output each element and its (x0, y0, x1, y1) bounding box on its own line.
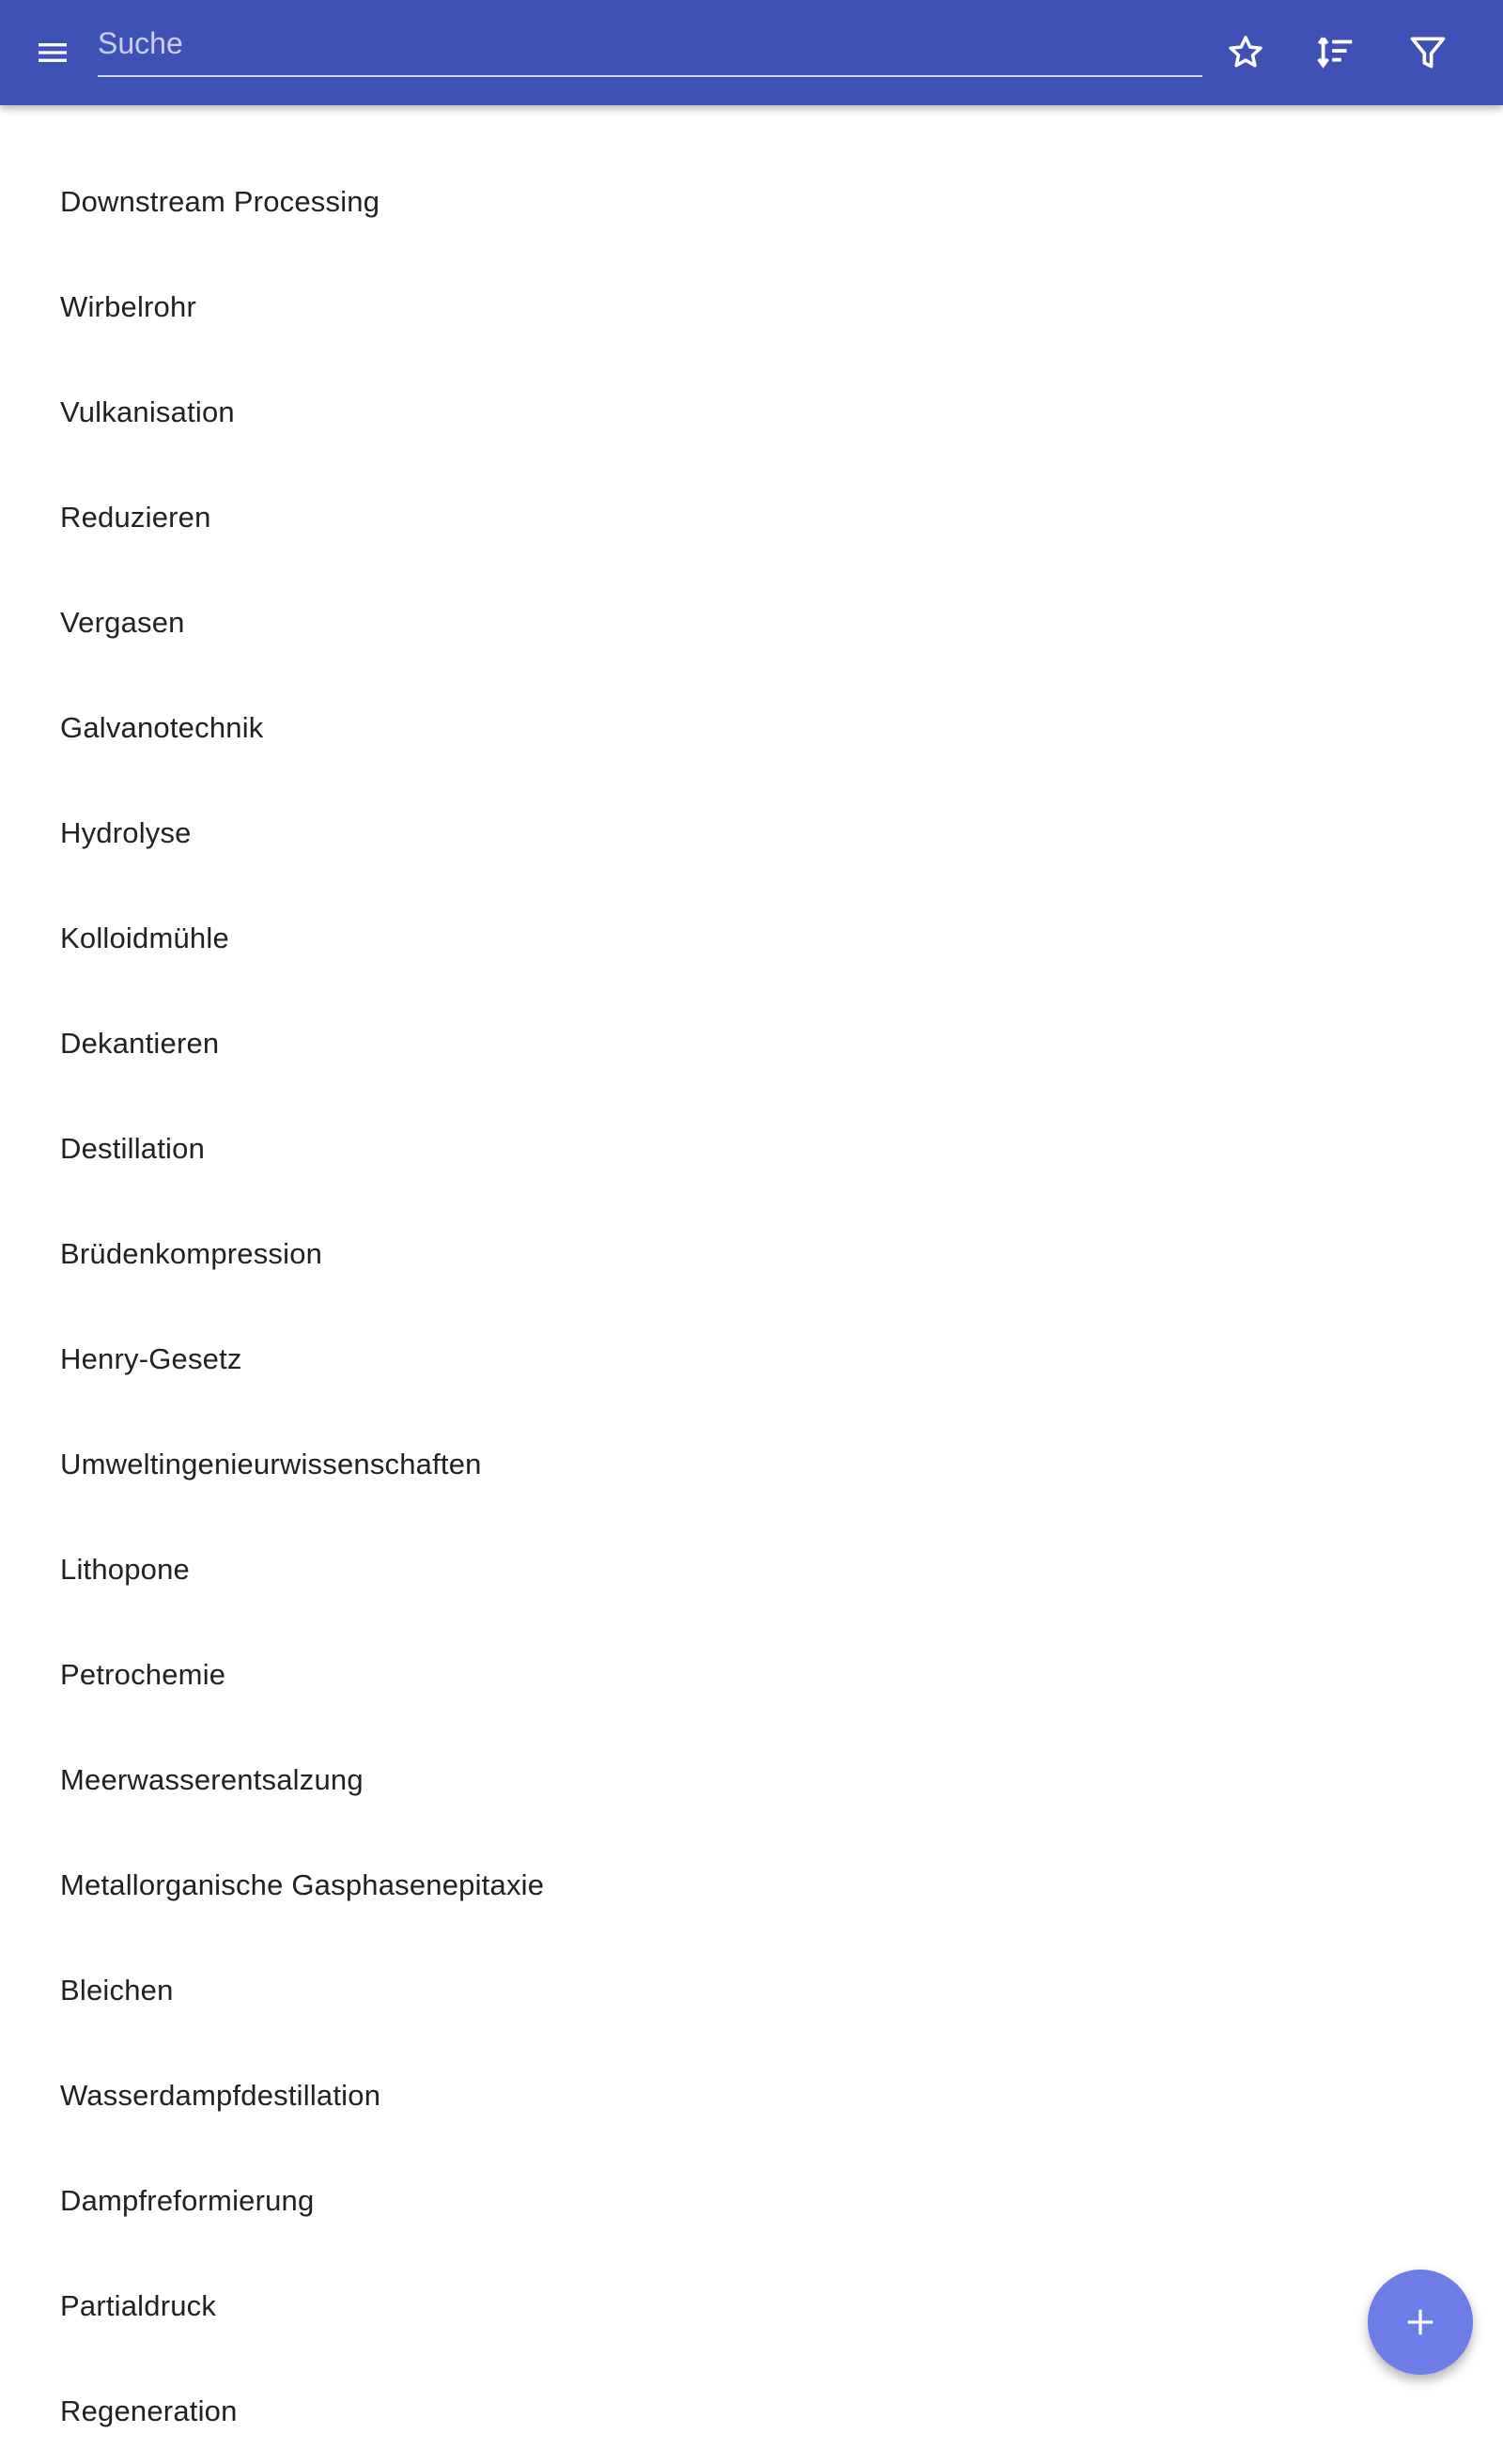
hamburger-menu-icon (34, 34, 71, 71)
menu-button[interactable] (23, 19, 83, 86)
list-item[interactable] (0, 1096, 1503, 1201)
list-item[interactable] (0, 1938, 1503, 2043)
list-item-label: Meerwasserentsalzung (60, 1763, 364, 1796)
list-item-label: Reduzieren (60, 501, 211, 534)
list-item[interactable] (0, 149, 1503, 255)
list-item-label: Destillation (60, 1132, 206, 1165)
list-item-label: Petrochemie (60, 1658, 226, 1691)
list-item-label: Metallorganische Gasphasenepitaxie (60, 1868, 545, 1901)
filter-icon (1407, 32, 1449, 73)
list-item[interactable] (0, 2254, 1503, 2359)
item-list (0, 105, 1503, 2464)
star-outline-icon (1225, 32, 1266, 73)
list-item-label: Hydrolyse (60, 816, 192, 849)
list-item-label: Lithopone (60, 1553, 190, 1586)
list-item[interactable] (0, 1412, 1503, 1517)
list-item[interactable] (0, 1201, 1503, 1307)
list-item[interactable] (0, 1517, 1503, 1622)
list-item-label: Vergasen (60, 606, 185, 639)
list-item-label: Umweltingenieurwissenschaften (60, 1448, 482, 1480)
list-item-label: Partialdruck (60, 2289, 217, 2322)
list-item[interactable] (0, 255, 1503, 360)
list-item[interactable] (0, 1622, 1503, 1728)
search-field (98, 15, 1202, 77)
list-item[interactable] (0, 1307, 1503, 1412)
app-toolbar (0, 0, 1503, 105)
list-item[interactable] (0, 1833, 1503, 1938)
list-item[interactable] (0, 886, 1503, 991)
list-item[interactable] (0, 2359, 1503, 2464)
list-item-label: Wasserdampfdestillation (60, 2079, 381, 2112)
list-item-label: Dampfreformierung (60, 2184, 315, 2217)
favorite-button[interactable] (1212, 19, 1279, 86)
list-item[interactable] (0, 1728, 1503, 1833)
list-item-label: Regeneration (60, 2394, 238, 2427)
list-item-label: Brüdenkompression (60, 1237, 323, 1270)
list-item[interactable] (0, 2148, 1503, 2254)
list-item[interactable] (0, 991, 1503, 1096)
list-item-label: Kolloidmühle (60, 922, 229, 954)
search-input[interactable] (98, 15, 1202, 71)
sort-icon (1314, 31, 1357, 74)
list-item-label: Dekantieren (60, 1027, 220, 1060)
list-item[interactable] (0, 781, 1503, 886)
list-item[interactable] (0, 465, 1503, 570)
list-item[interactable] (0, 360, 1503, 465)
list-item[interactable] (0, 675, 1503, 781)
list-item[interactable] (0, 2043, 1503, 2148)
list-item-label: Bleichen (60, 1974, 174, 2007)
list-item-label: Downstream Processing (60, 185, 380, 218)
list-item-label: Henry-Gesetz (60, 1342, 242, 1375)
plus-icon (1402, 2303, 1439, 2341)
add-button[interactable] (1368, 2270, 1473, 2375)
sort-button[interactable] (1302, 19, 1370, 86)
list-item-label: Wirbelrohr (60, 290, 196, 323)
list-item-label: Vulkanisation (60, 395, 235, 428)
list-item-label: Galvanotechnik (60, 711, 264, 744)
list-item[interactable] (0, 570, 1503, 675)
filter-button[interactable] (1394, 19, 1462, 86)
